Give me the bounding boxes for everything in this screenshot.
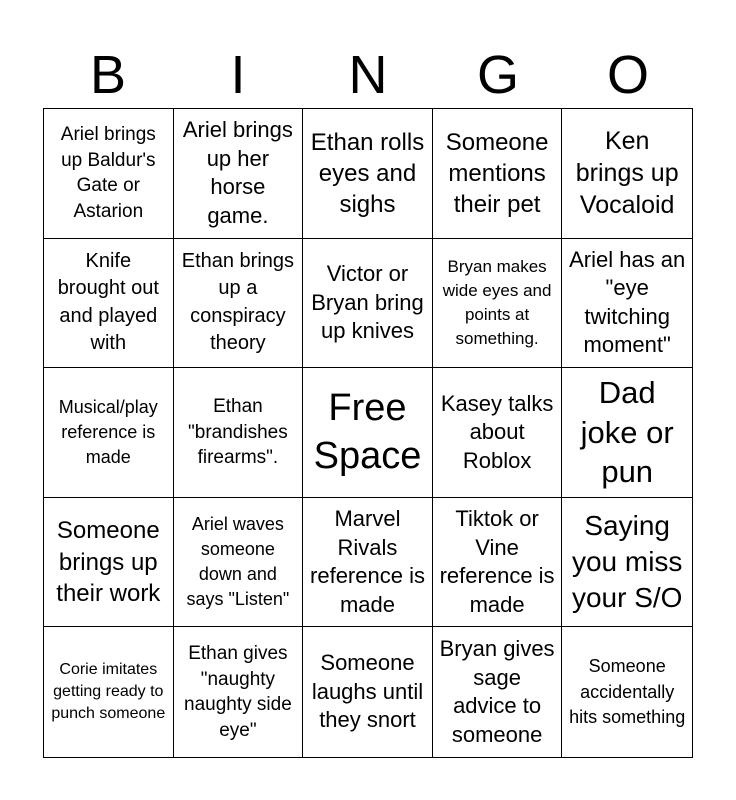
bingo-header	[43, 42, 693, 108]
bingo-cell[interactable]: Ethan brings up a conspiracy theory	[174, 239, 304, 369]
header-letter-g: G	[476, 45, 519, 105]
bingo-cell[interactable]: Ariel brings up Baldur's Gate or Astarion	[44, 109, 174, 239]
bingo-cell[interactable]: Someone accidentally hits something	[569, 656, 686, 727]
bingo-cell[interactable]: Ariel brings up her horse game.	[174, 109, 304, 239]
bingo-cell[interactable]: Someone mentions their pet	[433, 109, 563, 239]
bingo-cell[interactable]: Ethan "brandishes firearms".	[174, 368, 304, 498]
header-letter-i: I	[230, 45, 246, 105]
bingo-cell[interactable]: Musical/play reference is made	[44, 368, 174, 498]
bingo-cell[interactable]: Corie imitates getting ready to punch someone	[44, 627, 174, 757]
bingo-cell[interactable]: Bryan makes wide eyes and points at something.	[433, 239, 563, 369]
bingo-cell[interactable]: Tiktok or Vine reference is made	[433, 498, 563, 628]
bingo-cell[interactable]: Ariel waves someone down and says "Listen"	[174, 498, 304, 628]
bingo-cell[interactable]: Ethan rolls eyes and sighs	[303, 109, 433, 239]
bingo-cell[interactable]: Saying you miss your S/O	[562, 498, 692, 628]
bingo-cell[interactable]: Someone brings up their work	[44, 498, 174, 628]
bingo-cell[interactable]: Someone laughs until they snort	[303, 627, 433, 757]
free-space-cell[interactable]: Free Space	[303, 368, 433, 498]
header-letter-o: O	[606, 45, 649, 105]
bingo-cell[interactable]: Marvel Rivals reference is made	[303, 498, 433, 628]
bingo-cell[interactable]: Knife brought out and played with	[44, 239, 174, 369]
bingo-cell[interactable]: Ariel has an "eye twitching moment"	[562, 239, 692, 369]
bingo-cell[interactable]: Dad joke or pun	[562, 368, 692, 498]
bingo-cell[interactable]: Kasey talks about Roblox	[433, 368, 563, 498]
header-letter-b: B	[89, 45, 127, 105]
bingo-cell[interactable]: Ethan gives "naughty naughty side eye"	[174, 627, 304, 757]
header-letter-n: N	[348, 45, 388, 105]
bingo-cell[interactable]: Victor or Bryan bring up knives	[303, 239, 433, 369]
bingo-cell[interactable]: Bryan gives sage advice to someone	[433, 627, 563, 757]
bingo-cell[interactable]: Ken brings up Vocaloid	[562, 109, 692, 239]
bingo-board	[43, 108, 693, 758]
